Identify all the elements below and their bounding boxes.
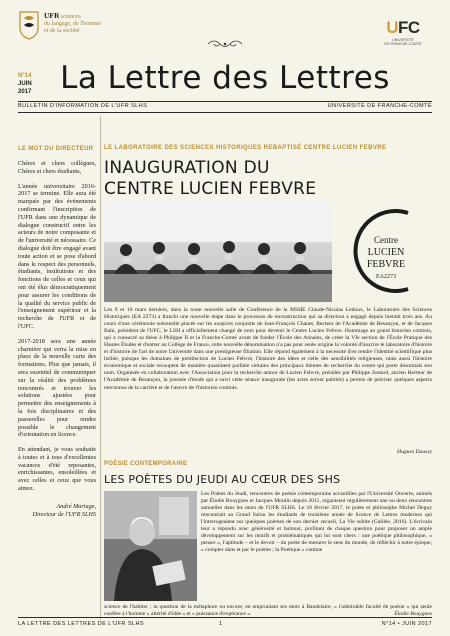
- editorial-signature: [18, 503, 96, 519]
- column-divider: [100, 116, 101, 620]
- logo-line1: Centre: [374, 235, 398, 245]
- bulletin-label: BULLETIN D'INFORMATION DE L'UFR SLHS: [18, 103, 148, 109]
- logo-crescent-icon: [340, 207, 432, 295]
- ufc-sub-1: UNIVERSITÉ: [392, 38, 414, 42]
- issue-number: N°14: [18, 73, 32, 79]
- issue-year: 2017: [18, 89, 32, 95]
- signature-role: Directeur de l'UFR SLHS: [32, 510, 96, 518]
- signature-name: André Mariage,: [56, 502, 96, 510]
- masthead-title: La Lettre des Lettres: [60, 60, 390, 96]
- logo-code: EA2273: [376, 274, 396, 280]
- article2-author: Élodie Bouygues: [394, 611, 432, 618]
- article2-body-tail: science de l'habiter ; la question de la métaphore ou encore, en empruntant ses mots à Baudelaire, « l'admirable faculté de poésie » qui seule confère à l'homme « altérité d'idée » et « puissance d'expérance ».: [104, 604, 432, 618]
- flourish-ornament-icon: [206, 38, 244, 50]
- ufr-logo-text: UFR sciences du langage, de l'homme et de la société: [44, 11, 102, 34]
- editorial-paragraph: L'année universitaire 2016-2017 se termine. Elle aura été marquée par des événements confirmant l'inscription de l'UFR dans une dynamique de dialogue constructif entre les acteurs de notre composante et de l'université et nécessaire. Ce dialogue doit être engagé avant toute action et se pose d'abord dans le respect des personnels, étudiants, institutions et des fonctions de celles et ceux qui ont été élus démocratiquement pour assurer les conditions de la qualité du service public de l'enseignement supérieur et la recherche de l'UFR et de l'UFC.: [18, 182, 96, 330]
- ufc-sub-2: DE FRANCHE-COMTÉ: [384, 42, 422, 46]
- footer-title: LA LETTRE DES LETTRES DE L'UFR SLHS: [18, 621, 145, 627]
- footer-issue: N°14 • JUIN 2017: [381, 621, 432, 627]
- inauguration-photo: [104, 202, 332, 302]
- issue-info: [18, 72, 32, 96]
- footer-rule: [18, 617, 432, 618]
- ufc-logo: [372, 18, 434, 58]
- article2-kicker: POÉSIE CONTEMPORAINE: [104, 461, 188, 467]
- editorial-paragraph: 2017-2018 sera une année charnière qui verra la mise en place de la nouvelle carte des formations. Plus que jamais, il sera essentiel de communiquer sur la réalité des problèmes rencontrés et trouver les solutions ajustées pour permettre des enseignements à la fois disciplinaires et des passerelles pour rendre possible le changement d'orientation en licence.: [18, 337, 96, 439]
- page-number: 1: [219, 621, 223, 627]
- article1-title: INAUGURATION DU CENTRE LUCIEN FEBVRE: [104, 158, 317, 199]
- article1-body: Les 9 et 10 mars derniers, dans la toute nouvelle salle de Conférence de la MSHE Claude-Nicolas Ledoux, le Laboratoire des Sciences Historiques (EA 2273) a franchi une nouvelle étape dans le processus de reconstruction qui sa direction a engagé depuis bientôt trois ans. Au cours d'une cérémonie solennelle placée sur les auspices conjoints de Jean-François Chanet, Recteur de l'Académie de Besançon, et de Jacques Bahi, président de l'UFC, le LSH a officiellement changé de nom pour devenir le Centre Lucien Febvre. Hommage au grand historien comtois, qui a consacré sa thèse à Philippe II et la Franche-Comté avant de fonder l'École des Annales, de créer la VIe section de l'École Pratique des Hautes Études et d'entrer au Collège de France, cette nouvelle dénomination n'a pas pour seule origine la volonté d'inscrire le laboratoire d'histoire et d'histoire de l'art de notre Université dans une prestigieuse filiation. Elle répond également à la nécessité d'en rendre l'identité scientifique plus lisible, puisque les domaines de prédilection de Lucien Febvre, l'histoire des idées et celle des sensibilités religieuses, mais aussi l'histoire économique et sociale recoupent de manière quasiment parfaite certains des principaux thèmes de recherche du centre qui porte désormais son nom. Organisée en collaboration avec l'Association pour la recherche autour de Lucien Febvre, présidée par Philippe Joutard, ancien Recteur de l'Académie de Besançon, la journée d'étude qui a suivi cette séance inaugurale (les actes seront publiés) a permis de préciser quelques aspects méconnus de la carrière et de l'œuvre de l'historien comtois.: [104, 307, 432, 391]
- article2-body: Les Poètes du Jeudi, rencontres de poésie contemporaine accueillies par l'Université Ouverte, animés par Élodie Bouygues et Jacques Moulin depuis 2011, organisent régulièrement une ou deux rencontres annuelles dans les murs de l'UFR SLHS. Le 16 février 2017, le poète et philosophe Michel Deguy rencontrait au Grand Salon les étudiants de troisième année de licence de Lettres modernes qui l'interrogeaient sur quelques poèmes de son dernier recueil, La Vie subite (Galilée, 2016). L'écrivain leur a répondu avec générosité et humour, profitant de chaque question pour proposer un ample développement sur les motifs et problématiques qui lui sont chers : une poétique philosophique, « penser », l'aptitude – et le devoir – du poète de mesurer le sens du monde, de réfléchir à notre époque, « compter dans et par le poème ; la Poétique » comme: [201, 491, 432, 554]
- article1-author: Hugues Daussy: [397, 449, 432, 455]
- university-label: UNIVERSITÉ DE FRANCHE-COMTÉ: [327, 103, 432, 109]
- logo-line3: FEBVRE: [366, 259, 406, 270]
- logo-line2: LUCIEN: [367, 247, 405, 258]
- editorial-body: [18, 160, 96, 616]
- ufr-logo: [18, 8, 168, 48]
- editorial-heading: LE MOT DU DIRECTEUR: [18, 146, 94, 152]
- header-rule-2: [18, 112, 432, 113]
- article2-body-continued: [104, 604, 432, 618]
- ufr-badge-icon: [18, 10, 40, 40]
- header-rule: [18, 101, 432, 102]
- article1-kicker: LE LABORATOIRE DES SCIENCES HISTORIQUES REBAPTISÉ CENTRE LUCIEN FEBVRE: [104, 145, 387, 151]
- ufc-mark: UFC: [386, 18, 420, 37]
- editorial-paragraph: Chères et chers collègues, Chères et chers étudiants,: [18, 160, 96, 175]
- poet-photo: [104, 491, 197, 601]
- editorial-paragraph: En attendant, je vous souhaite à toutes et à tous d'excellentes vacances d'été reposantes, enrichissantes, ensoleillées et avec celles et ceux que vous aimez.: [18, 446, 96, 493]
- centre-lucien-febvre-logo: [340, 207, 432, 295]
- article2-title: LES POÈTES DU JEUDI AU CŒUR DES SHS: [104, 473, 341, 486]
- issue-month: JUIN: [18, 81, 32, 87]
